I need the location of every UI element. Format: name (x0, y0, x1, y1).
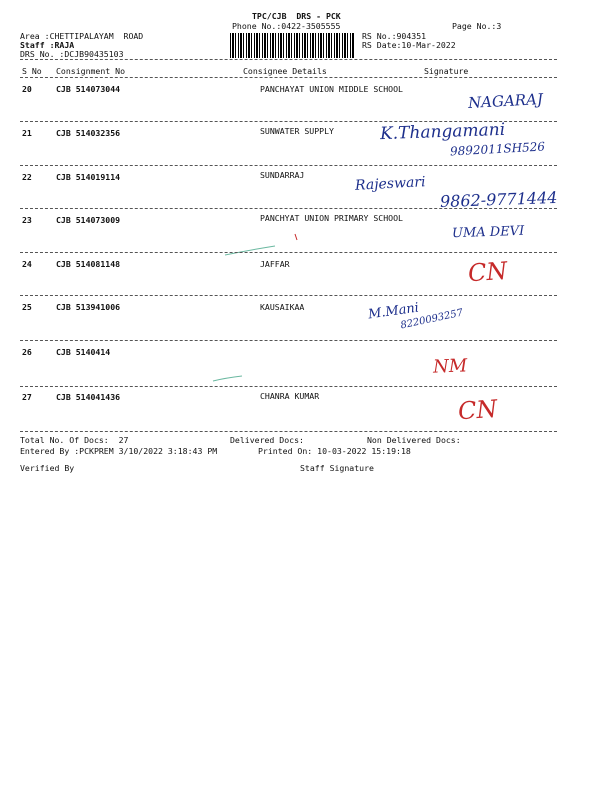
row-signature: UMA DEVI (451, 223, 525, 242)
row-signature: NAGARAJ (467, 90, 544, 112)
row-consignment: CJB 513941006 (56, 302, 121, 312)
row-sno: 23 (22, 215, 32, 225)
row-divider (20, 295, 557, 296)
row-sno: 26 (22, 347, 32, 357)
columns-divider (20, 77, 557, 78)
row-consignment: CJB 514032356 (56, 128, 121, 138)
row-divider (20, 165, 557, 166)
barcode (230, 33, 354, 58)
col-consignee: Consignee Details (243, 66, 327, 76)
row-consignee: KAUSAIKAA (260, 302, 305, 312)
row-consignment: CJB 5140414 (56, 347, 111, 357)
rs-date: RS Date:10-Mar-2022 (362, 40, 456, 50)
row-consignment: CJB 514073009 (56, 215, 121, 225)
entered-by: Entered By :PCKPREM 3/10/2022 3:18:43 PM (20, 446, 218, 456)
row-divider (20, 386, 557, 387)
verified-by: Verified By (20, 463, 75, 473)
rs-number: RS No.:904351 (362, 31, 427, 41)
row-consignee: PANCHAYAT UNION MIDDLE SCHOOL (260, 84, 403, 94)
drs-number: DRS No. :DCJB90435103 (20, 49, 124, 59)
row-consignee: PANCHYAT UNION PRIMARY SCHOOL (260, 213, 403, 223)
row-consignee: JAFFAR (260, 259, 290, 269)
row-consignment: CJB 514041436 (56, 392, 121, 402)
row-signature: M.Mani (367, 300, 420, 323)
ink-scribble (210, 372, 250, 384)
row-phone: 8220093257 (399, 307, 465, 332)
row-sno: 25 (22, 302, 32, 312)
printed-on: Printed On: 10-03-2022 15:19:18 (258, 446, 411, 456)
row-phone: 9862-9771444 (439, 187, 558, 212)
page-number: Page No.:3 (452, 21, 502, 31)
doc-title: TPC/CJB DRS - PCK (252, 11, 341, 21)
row-signature: NM (432, 355, 468, 378)
phone-number: Phone No.:0422-3505555 (232, 21, 341, 31)
row-sno: 21 (22, 128, 32, 138)
area-label: Area :CHETTIPALAYAM ROAD (20, 31, 144, 41)
row-consignee: SUNWATER SUPPLY (260, 126, 334, 136)
row-sno: 27 (22, 392, 32, 402)
row-consignee: CHANRA KUMAR (260, 391, 320, 401)
row-signature: CN (467, 256, 509, 288)
row-consignment: CJB 514081148 (56, 259, 121, 269)
row-divider (20, 252, 557, 253)
ink-scribble (220, 230, 310, 260)
delivered-docs: Delivered Docs: (230, 435, 304, 445)
row-divider (20, 340, 557, 341)
row-consignee: SUNDARRAJ (260, 170, 305, 180)
non-delivered-docs: Non Delivered Docs: (367, 435, 461, 445)
row-divider (20, 208, 557, 209)
total-docs: Total No. Of Docs: 27 (20, 435, 129, 445)
row-phone: 9892011SH526 (449, 139, 546, 159)
col-sno: S No (22, 66, 42, 76)
staff-label: Staff :RAJA (20, 40, 75, 50)
col-signature: Signature (424, 66, 469, 76)
col-consignment: Consignment No (56, 66, 126, 76)
row-consignment: CJB 514073044 (56, 84, 121, 94)
row-consignment: CJB 514019114 (56, 172, 121, 182)
table-bottom-divider (20, 431, 557, 432)
row-signature: K.Thangamani (379, 119, 506, 145)
row-sno: 22 (22, 172, 32, 182)
row-signature: Rajeswari (354, 174, 426, 194)
row-sno: 20 (22, 84, 32, 94)
row-sno: 24 (22, 259, 32, 269)
staff-signature: Staff Signature (300, 463, 374, 473)
row-signature: CN (457, 394, 499, 426)
header-divider (20, 59, 557, 60)
